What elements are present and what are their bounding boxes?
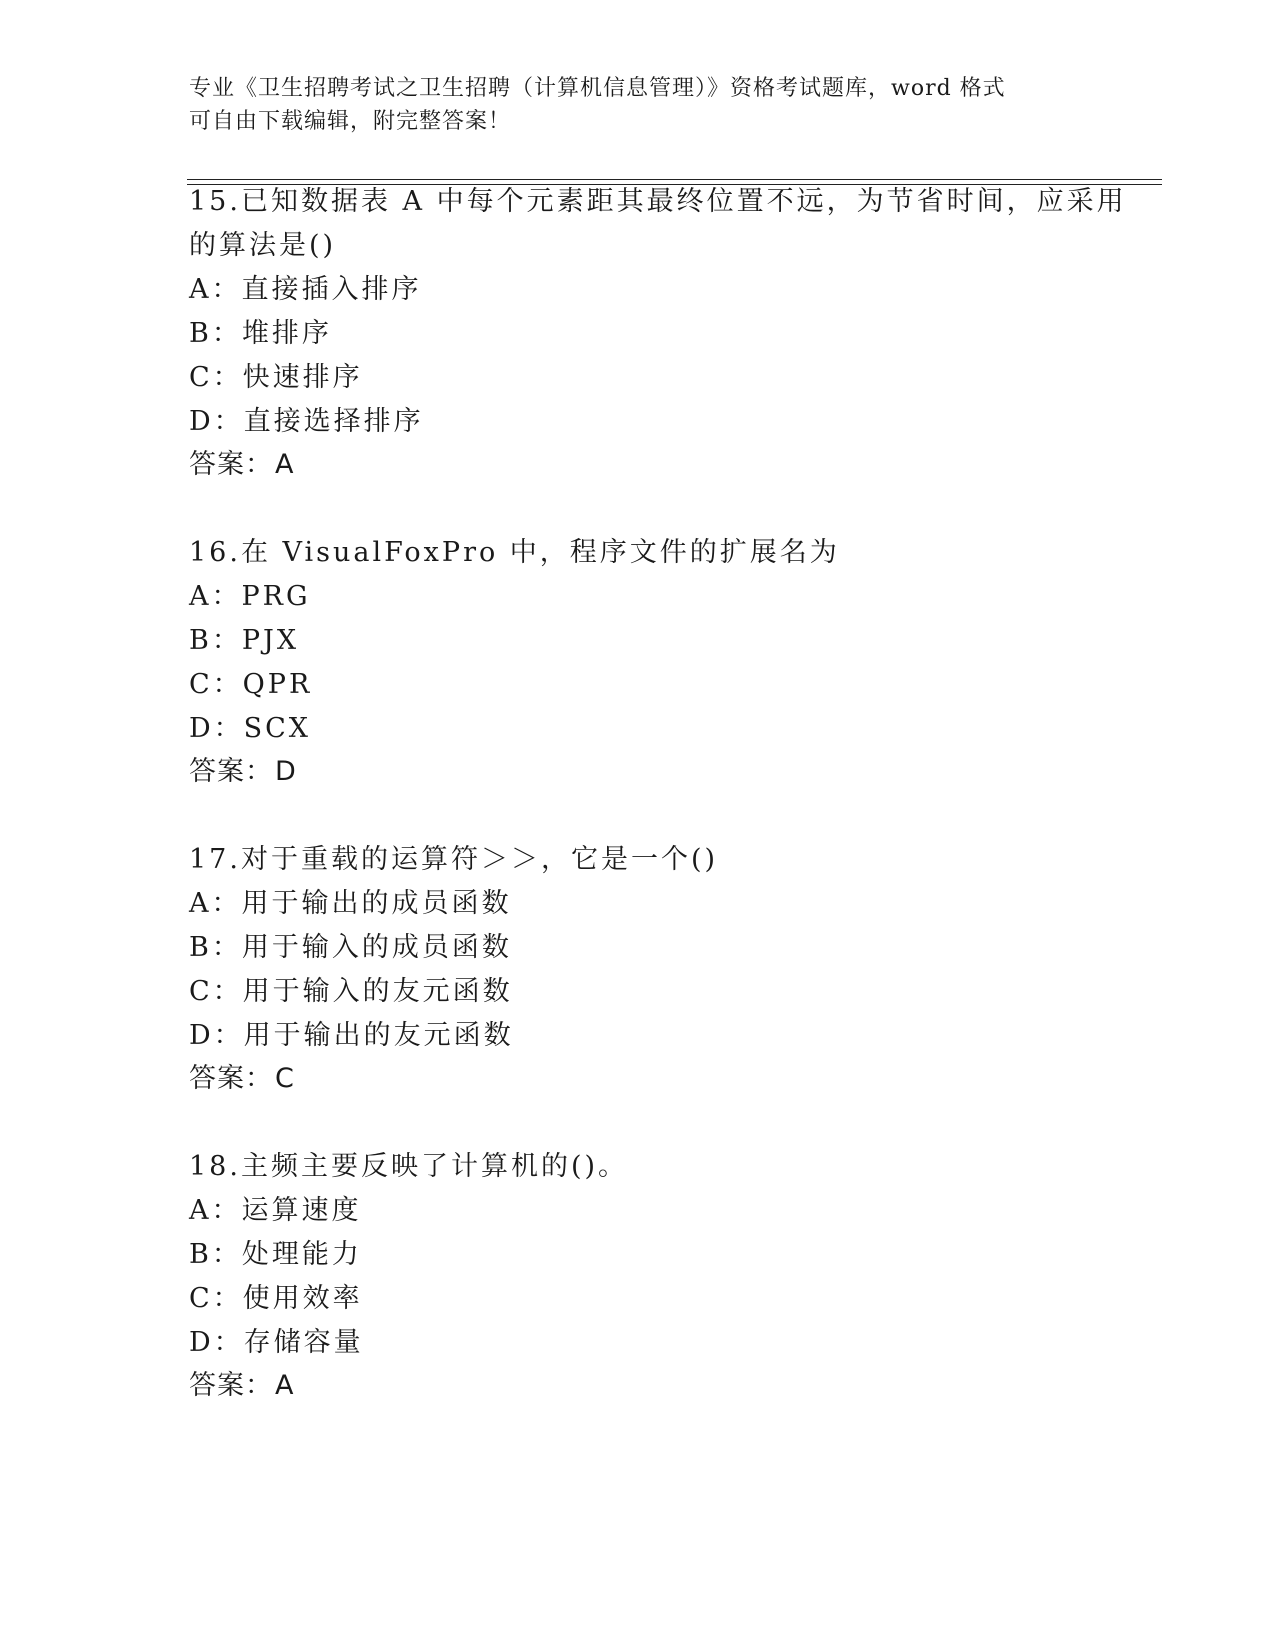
question-16-stem-line-1: 16.在 VisualFoxPro 中，程序文件的扩展名为 [189, 537, 840, 568]
question-16-option-c: C：QPR [189, 669, 313, 700]
answer-label: 答案： [189, 1063, 273, 1094]
question-17-stem-line-1: 17.对于重载的运算符＞＞，它是一个() [189, 844, 719, 875]
question-17-option-a: A：用于输出的成员函数 [189, 888, 512, 919]
question-17-answer [189, 1062, 294, 1096]
question-18-stem-line-1: 18.主频主要反映了计算机的()。 [189, 1151, 629, 1182]
header-line-2: 可自由下载编辑，附完整答案！ [189, 109, 512, 134]
document-header [189, 72, 1089, 138]
question-15-option-d: D：直接选择排序 [189, 406, 424, 437]
answer-label: 答案： [189, 1370, 273, 1401]
answer-value: A [275, 1370, 294, 1401]
question-18-answer [189, 1369, 293, 1403]
question-15-option-c: C：快速排序 [189, 362, 363, 393]
answer-value: D [275, 756, 296, 787]
question-18-option-c: C：使用效率 [189, 1283, 363, 1314]
question-15-answer [189, 448, 293, 482]
question-15-stem-line-2: 的算法是() [189, 230, 337, 261]
header-divider-top [187, 179, 1162, 180]
header-line-1: 专业《卫生招聘考试之卫生招聘（计算机信息管理）》资格考试题库，word 格式 [189, 76, 1006, 101]
question-16-option-b: B：PJX [189, 625, 300, 656]
question-15-option-b: B：堆排序 [189, 318, 332, 349]
answer-label: 答案： [189, 756, 273, 787]
question-16-option-d: D：SCX [189, 713, 312, 744]
question-15-option-a: A：直接插入排序 [189, 274, 422, 305]
question-18-option-b: B：处理能力 [189, 1239, 362, 1270]
answer-value: C [275, 1063, 294, 1094]
question-17-option-b: B：用于输入的成员函数 [189, 932, 512, 963]
question-17-option-d: D：用于输出的友元函数 [189, 1020, 514, 1051]
question-16-option-a: A：PRG [189, 581, 311, 612]
question-18-option-a: A：运算速度 [189, 1195, 362, 1226]
question-17-option-c: C：用于输入的友元函数 [189, 976, 513, 1007]
question-18-option-d: D：存储容量 [189, 1327, 364, 1358]
answer-label: 答案： [189, 449, 273, 480]
answer-value: A [275, 449, 294, 480]
question-15-stem-line-1: 15.已知数据表 A 中每个元素距其最终位置不远，为节省时间，应采用 [189, 186, 1127, 217]
question-16-answer [189, 755, 296, 789]
